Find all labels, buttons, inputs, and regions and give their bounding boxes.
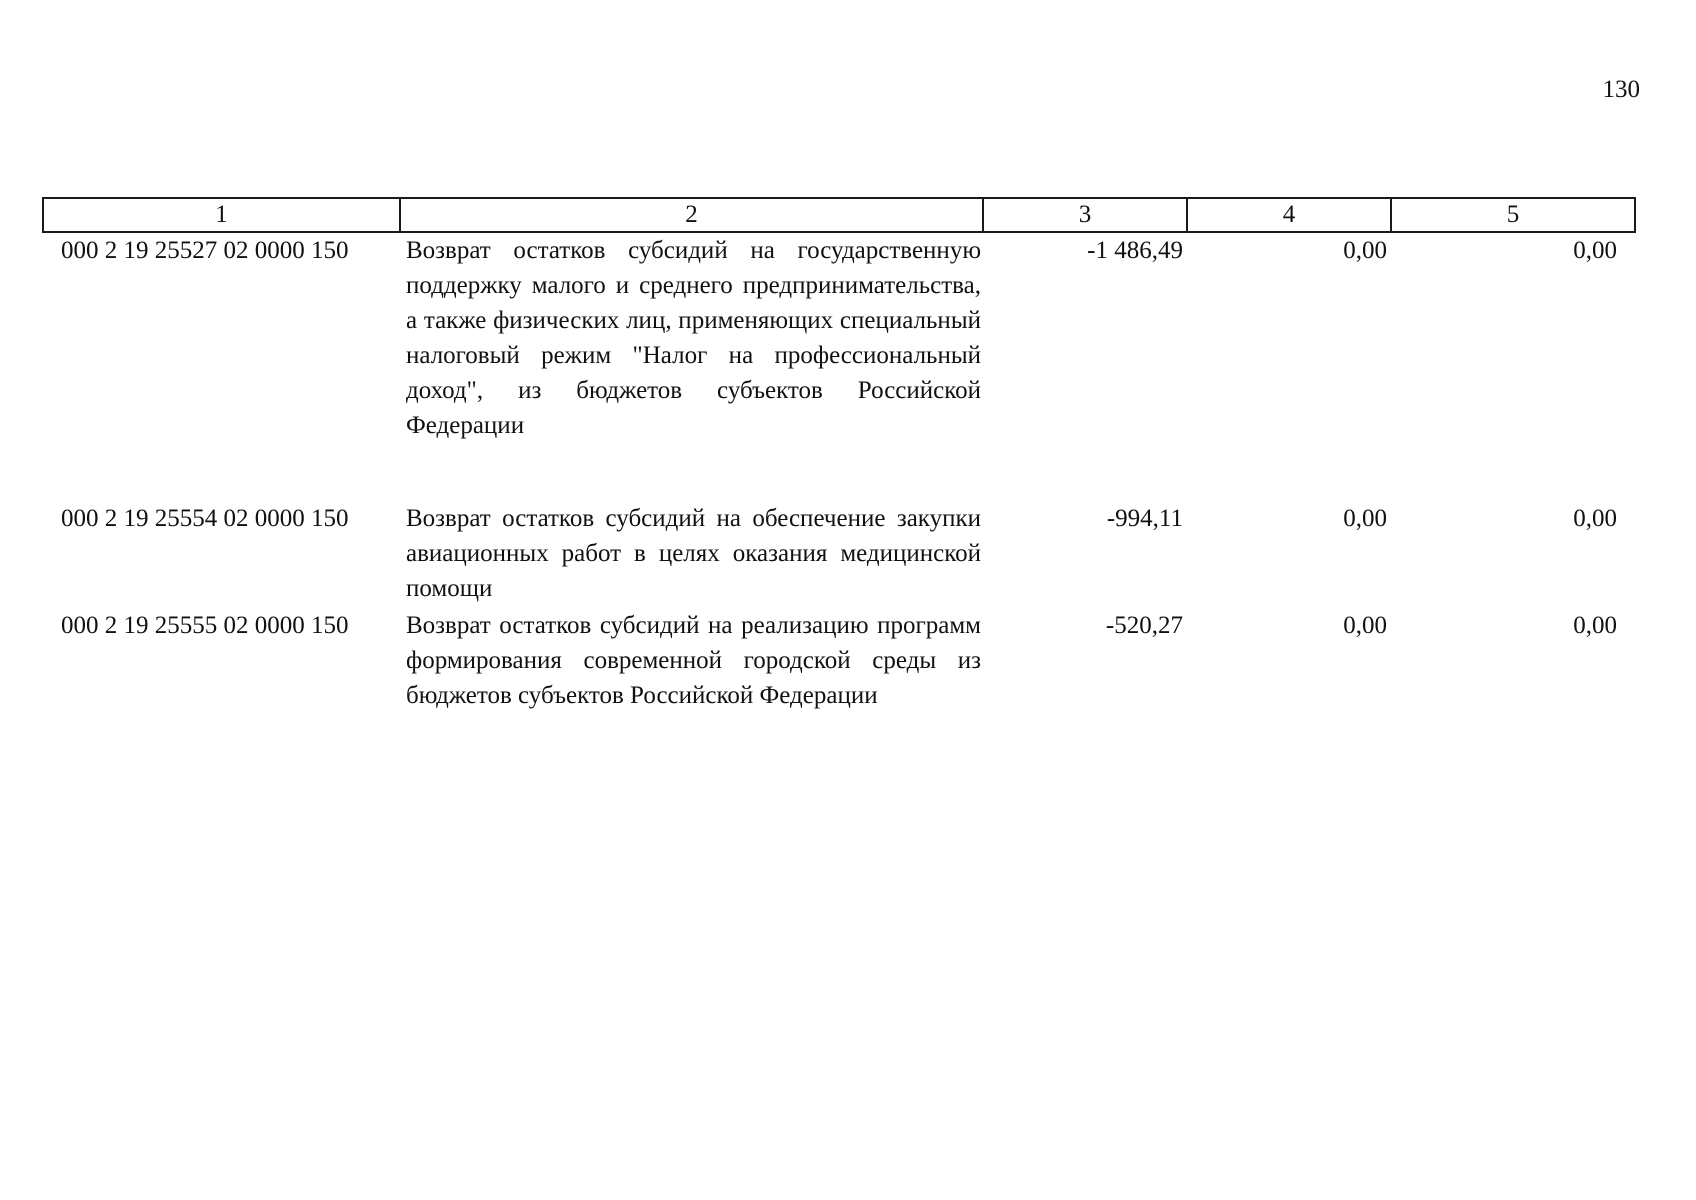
value-col-4: 0,00	[1343, 505, 1387, 532]
page-number: 130	[1602, 76, 1640, 103]
budget-table	[42, 197, 1636, 713]
header-col-4: 4	[1187, 198, 1391, 232]
table-row	[43, 232, 1635, 501]
header-col-3: 3	[983, 198, 1187, 232]
value-col-5: 0,00	[1573, 612, 1617, 639]
header-col-5: 5	[1391, 198, 1635, 232]
table-header	[43, 198, 1635, 232]
value-col-3: -520,27	[1105, 612, 1183, 639]
value-col-4: 0,00	[1343, 612, 1387, 639]
header-col-1: 1	[43, 198, 400, 232]
budget-code: 000 2 19 25554 02 0000 150	[61, 505, 349, 532]
table-row	[43, 608, 1635, 713]
value-col-3: -994,11	[1106, 505, 1183, 532]
value-col-5: 0,00	[1573, 505, 1617, 532]
header-row	[43, 198, 1635, 232]
budget-code: 000 2 19 25555 02 0000 150	[61, 612, 349, 639]
value-col-5: 0,00	[1573, 237, 1617, 264]
header-col-2: 2	[400, 198, 983, 232]
value-col-3: -1 486,49	[1087, 237, 1183, 264]
item-description: Возврат остатков субсидий на обеспечение закупки авиационных работ в целях оказания медицинской помощи	[406, 505, 981, 602]
budget-code: 000 2 19 25527 02 0000 150	[61, 237, 349, 264]
item-description: Возврат остатков субсидий на государственную поддержку малого и среднего предпринимательства, а также физических лиц, применяющих специальный налоговый режим "Налог на профессиональный доход", из бюджетов субъектов Российской Федерации	[406, 237, 981, 439]
value-col-4: 0,00	[1343, 237, 1387, 264]
item-description: Возврат остатков субсидий на реализацию программ формирования современной городской среды из бюджетов субъектов Российской Федерации	[406, 612, 981, 709]
table-body	[43, 232, 1635, 713]
table-row	[43, 501, 1635, 608]
budget-table-container	[42, 197, 1634, 713]
